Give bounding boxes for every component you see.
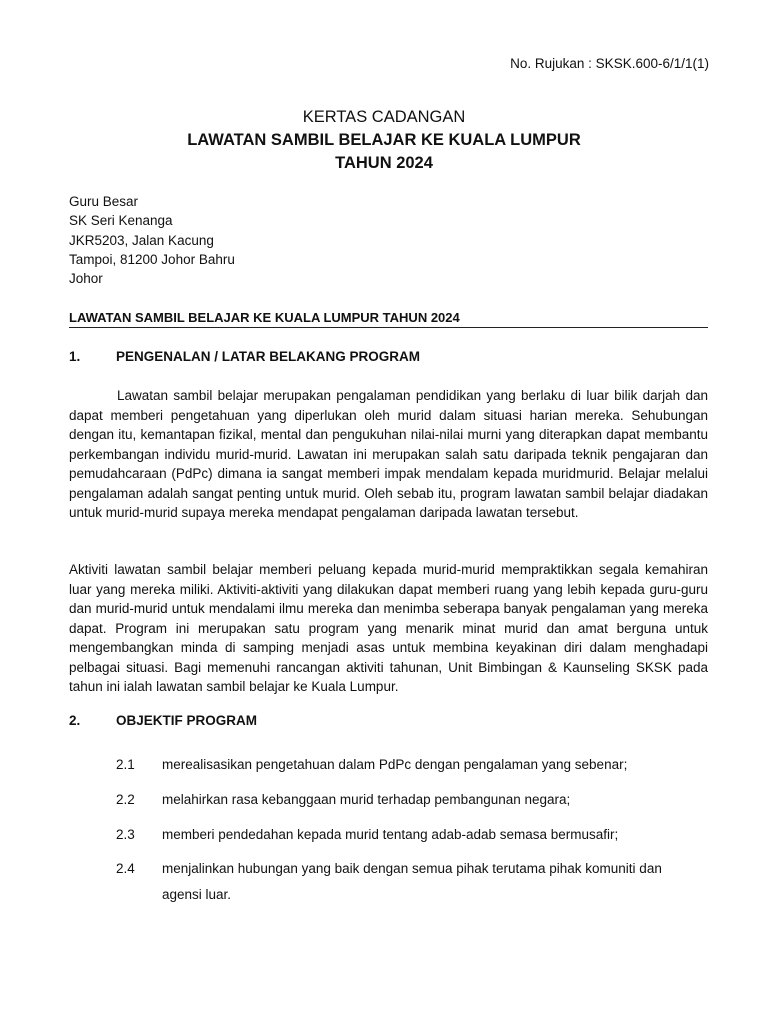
document-main-title: LAWATAN SAMBIL BELAJAR KE KUALA LUMPUR [187,131,581,149]
item-number: 2.3 [116,827,135,842]
section-number: 2. [69,713,81,728]
subject-line: LAWATAN SAMBIL BELAJAR KE KUALA LUMPUR TAHUN 2024 [69,310,708,328]
address-line: SK Seri Kenanga [69,213,173,229]
section-title: PENGENALAN / LATAR BELAKANG PROGRAM [116,349,420,364]
item-number: 2.2 [116,792,135,807]
address-line: Johor [69,271,103,287]
section-2-heading [69,713,257,728]
item-number: 2.4 [116,861,135,876]
list-item [116,856,696,908]
document-year-title: TAHUN 2024 [335,154,433,172]
document-type-title: KERTAS CADANGAN [302,108,466,126]
section-1-paragraph-1: Lawatan sambil belajar merupakan pengalaman pendidikan yang berlaku di luar bilik darjah dan dapat memberi pengetahuan yang diperlukan oleh murid dalam situasi harian mereka. Sehubungan dengan itu, kemantapan fizikal, mental dan pengukuhan nilai-nilai murni yang diterapkan dapat membantu perkembangan individu murid-murid. Lawatan ini merupakan salah satu daripada teknik pengajaran dan pemudahcaraan (PdPc) dimana ia sangat memberi impak mendalam kepada muridmurid. Belajar melalui pengalaman adalah sangat penting untuk murid. Oleh sebab itu, program lawatan sambil belajar diadakan untuk murid-murid supaya mereka mendapat pengalaman daripada lawatan tersebut. [69,388,708,520]
recipient-address [69,192,235,288]
section-title: OBJEKTIF PROGRAM [116,713,258,728]
list-item [116,787,696,813]
item-text: memberi pendedahan kepada murid tentang adab-adab semasa bermusafir; [162,827,619,842]
list-item [116,752,696,778]
section-1-heading [69,349,420,364]
address-line: JKR5203, Jalan Kacung [69,232,214,248]
item-text: menjalinkan hubungan yang baik dengan semua pihak terutama pihak komuniti dan agensi luar. [162,861,662,902]
address-line: Guru Besar [69,194,139,209]
list-item [116,822,696,848]
address-line: Tampoi, 81200 Johor Bahru [69,251,235,267]
reference-number: No. Rujukan : SKSK.600-6/1/1(1) [510,56,709,71]
item-number: 2.1 [116,757,135,772]
section-1-paragraph-2: Aktiviti lawatan sambil belajar memberi peluang kepada murid-murid mempraktikkan segala kemahiran luar yang mereka miliki. Aktiviti-aktiviti yang dilakukan dapat memberi ruang yang lebih kepada guru-guru dan murid-murid untuk mendalami ilmu mereka dan menimba seberapa banyak pengalaman yang mereka dapat. Program ini merupakan satu program yang menarik minat murid dan amat berguna untuk mengembangkan minda di samping menjadi asas untuk membina keyakinan diri dalam menghadapi pelbagai situasi. Bagi memenuhi rancangan aktiviti tahunan, Unit Bimbingan & Kaunseling SKSK pada tahun ini ialah lawatan sambil belajar ke Kuala Lumpur. [69,562,708,694]
item-text: merealisasikan pengetahuan dalam PdPc dengan pengalaman yang sebenar; [162,757,628,772]
section-number: 1. [69,349,81,364]
title-block [0,106,768,175]
item-text: melahirkan rasa kebanggaan murid terhadap pembangunan negara; [162,792,571,807]
